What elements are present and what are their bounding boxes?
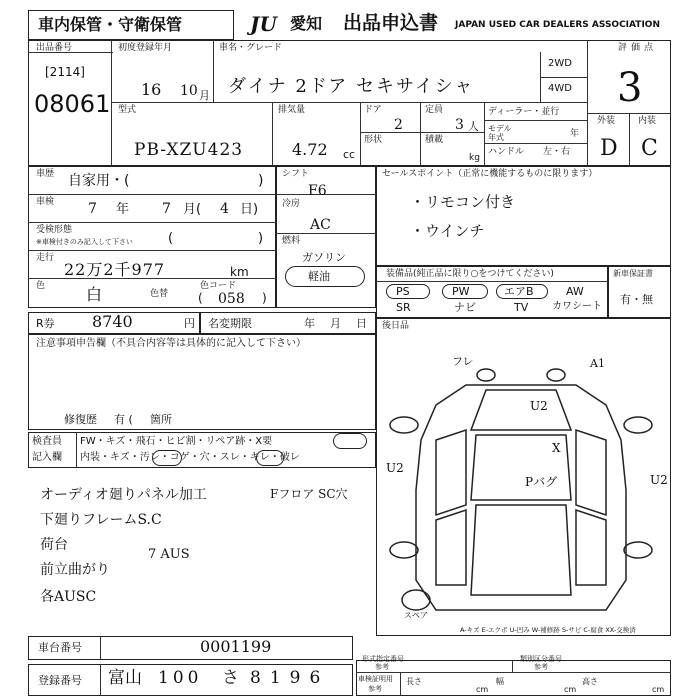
remark-line-5: 各AUSC (40, 589, 97, 605)
type-label: 型式 (118, 105, 137, 115)
diagram-mark-5: Pバグ (525, 475, 558, 489)
scuff-circle (256, 450, 284, 466)
length-unit: cm (476, 685, 489, 694)
rating-value: 3 (617, 65, 643, 111)
diagram-mark-7: U2 (650, 473, 668, 487)
diagram-mark-6: U2 (386, 461, 404, 475)
length-label: 長さ (406, 677, 422, 686)
after-item-label: 後日品 (382, 321, 410, 331)
cert-label: 車検証明用 (358, 675, 393, 683)
equip-pw: PW (452, 285, 470, 298)
recycle-unit: 円 (184, 317, 195, 330)
acceptance-note: ※車検付きのみ記入して下さい (36, 238, 133, 246)
registration-region: 富山 (108, 668, 142, 688)
equip-ps: PS (396, 285, 410, 298)
name-change-year: 年 (304, 317, 315, 330)
load-unit: kg (469, 153, 480, 163)
color-code-open: ( (198, 291, 203, 305)
equipment-label: 装備品(純正品に限り○をつけてください) (386, 269, 554, 279)
drive-4wd: 4WD (548, 83, 572, 94)
exterior-grade: D (600, 136, 618, 161)
lot-number: 08061 (34, 90, 111, 118)
registration-class: 100 (158, 668, 203, 688)
load-label: 積載 (425, 135, 444, 145)
capacity-unit: 人 (468, 120, 479, 133)
model-year-unit: 年 (570, 129, 580, 139)
detail-block (28, 166, 276, 308)
capacity-label: 定員 (425, 105, 444, 115)
displacement-label: 排気量 (278, 105, 306, 115)
color-value: 白 (86, 285, 103, 304)
color-code-close: ) (262, 291, 267, 305)
height-unit: cm (652, 685, 665, 694)
recycle-label: R券 (36, 317, 55, 330)
remark-line-4: 前立曲がり (40, 562, 110, 578)
acceptance-close: ) (258, 231, 264, 246)
lot-label: 出品番号 (36, 43, 73, 53)
org-name: 愛知 (290, 14, 323, 33)
shaken-month: 7 (162, 201, 171, 217)
drive-2wd: 2WD (548, 58, 572, 69)
interior-grade: C (641, 136, 658, 161)
inspector-row1: FW・キズ・飛石・ヒビ割・リペア跡・X要 (80, 436, 273, 447)
interior-label: 内装 (638, 116, 657, 126)
remark-line-1: オーディオ廻りパネル加工 (40, 487, 207, 503)
color-code-label: 色コード (200, 281, 237, 291)
model-name-value: ダイナ 2ドア セキサイシャ (228, 76, 475, 97)
displacement-value: 4.72 (292, 140, 328, 159)
equip-sr: SR (396, 301, 411, 314)
model-year-label: モデル年式 (488, 124, 512, 142)
fuel-label: 燃料 (282, 236, 301, 246)
sales-point-label: セールスポイント（正常に機能するものに限ります） (382, 169, 598, 179)
rating-label: 評価点 (618, 43, 658, 53)
inspector-row2: 内装・キズ・汚レ・コゲ・穴・スレ・キレ・破レ (80, 452, 300, 463)
association-name: JAPAN USED CAR DEALERS ASSOCIATION (455, 20, 660, 30)
type-value: PB-XZU423 (134, 140, 244, 160)
lot-sub-number: [2114] (45, 65, 85, 79)
notes-label: 注意事項申告欄（不具合内容等は具体的に記入して下さい） (36, 338, 306, 349)
registration-number: 8196 (250, 668, 330, 688)
x-mark-circle (333, 433, 367, 449)
first-reg-month: 10 (180, 83, 198, 99)
name-change-day: 日 (356, 317, 367, 330)
recycle-value: 8740 (92, 312, 133, 331)
mileage-label: 走行 (36, 253, 55, 263)
category-ref: 参考 (534, 663, 548, 671)
repair-history-label: 修復歴 (64, 413, 97, 426)
sales-point-line2: ・ウインチ (410, 222, 485, 240)
fuel-diesel: 軽油 (308, 270, 330, 283)
name-change-month: 月 (330, 317, 341, 330)
remark-floor: Fフロア SC穴 (270, 487, 348, 501)
acceptance-label: 受検形態 (36, 225, 73, 235)
shift-label: シフト (282, 169, 310, 179)
inspector-label-1: 検査員 (32, 436, 62, 447)
diagram-mark-4: X (552, 441, 561, 455)
remark-line-2: 下廻りフレームS.C (40, 512, 162, 528)
car-diagram (376, 330, 671, 630)
shift-value: F6 (308, 183, 327, 199)
history-label: 車歴 (36, 169, 55, 179)
shaken-year-unit: 年 (116, 202, 130, 217)
color-label: 色 (36, 281, 46, 291)
diagram-mark-2: A1 (590, 357, 605, 370)
handle-options: 左・右 (543, 147, 571, 157)
width-label: 幅 (496, 677, 504, 686)
first-reg-month-unit: 月 (199, 89, 210, 102)
aircon-label: 冷房 (282, 199, 301, 209)
model-name-label: 車名・グレード (219, 43, 283, 53)
width-unit: cm (564, 685, 577, 694)
handle-label: ハンドル (488, 147, 525, 157)
name-change-label: 名変期限 (208, 317, 252, 330)
history-value: 自家用・( (68, 173, 130, 189)
mileage-value: 22万2千977 (64, 260, 166, 279)
repair-history-value: 有 ( (114, 413, 133, 426)
warranty-label: 新車保証書 (613, 269, 653, 278)
equip-aw: AW (566, 285, 584, 298)
shaken-label: 車検 (36, 197, 55, 207)
shaken-year: 7 (88, 201, 97, 217)
ju-logo: JU (250, 12, 277, 36)
remark-aus: 7 AUS (148, 547, 190, 562)
inspector-label-2: 記入欄 (32, 452, 62, 463)
type-number-ref: 参考 (375, 663, 389, 671)
equip-leather: カワシート (552, 301, 602, 312)
repair-history-unit: 箇所 (150, 413, 172, 426)
type-number-label: 形式指定番号 (362, 655, 404, 663)
shaken-day: 4 (220, 201, 229, 217)
equip-tv: TV (514, 301, 529, 314)
mileage-unit: km (230, 265, 249, 279)
sales-point-line1: ・リモコン付き (410, 193, 516, 211)
sales-point-block (376, 166, 671, 266)
registration-label: 登録番号 (38, 674, 82, 687)
shaken-month-unit: 月( (183, 202, 202, 217)
chassis-value: 0001199 (200, 637, 272, 656)
registration-kana: さ (222, 668, 239, 688)
doors-value: 2 (394, 117, 403, 133)
exterior-label: 外装 (597, 116, 616, 126)
form-title: 出品申込書 (343, 12, 439, 34)
equip-airbag: エアB (504, 285, 534, 298)
category-label: 類別区分番号 (520, 655, 562, 663)
history-close: ) (258, 173, 264, 189)
first-reg-year: 16 (141, 80, 162, 99)
acceptance-open: ( (168, 231, 174, 246)
shaken-day-unit: 日) (240, 202, 259, 217)
shape-label: 形状 (364, 135, 383, 145)
color-code-value: 058 (218, 291, 245, 307)
doors-label: ドア (364, 105, 382, 115)
remark-line-3: 荷台 (40, 537, 68, 553)
warranty-value: 有・無 (620, 293, 653, 306)
color-change-label: 色替 (150, 289, 169, 299)
fuel-gas: ガソリン (302, 251, 346, 264)
diagram-mark-3: U2 (530, 399, 548, 413)
storage-label: 車内保管・守衛保管 (38, 15, 183, 34)
footer-block (356, 660, 671, 696)
capacity-value: 3 (455, 117, 464, 133)
stain-circle (152, 450, 182, 466)
diagram-legend: A-キズ E-エクボ U-凹み W-補修跡 S-サビ C-腐食 XX-交換済 (460, 626, 636, 634)
diagram-mark-1: フレ (452, 355, 474, 368)
first-reg-label: 初度登録年月 (118, 43, 173, 53)
displacement-unit: cc (343, 148, 356, 161)
chassis-label: 車台番号 (38, 641, 82, 654)
cert-ref: 参考 (368, 685, 382, 693)
equip-navi: ナビ (454, 301, 476, 314)
height-label: 高さ (582, 677, 598, 686)
aircon-value: AC (310, 217, 331, 233)
spare-label: スペア (404, 611, 428, 620)
dealer-label: ディーラー・並行 (488, 107, 560, 117)
